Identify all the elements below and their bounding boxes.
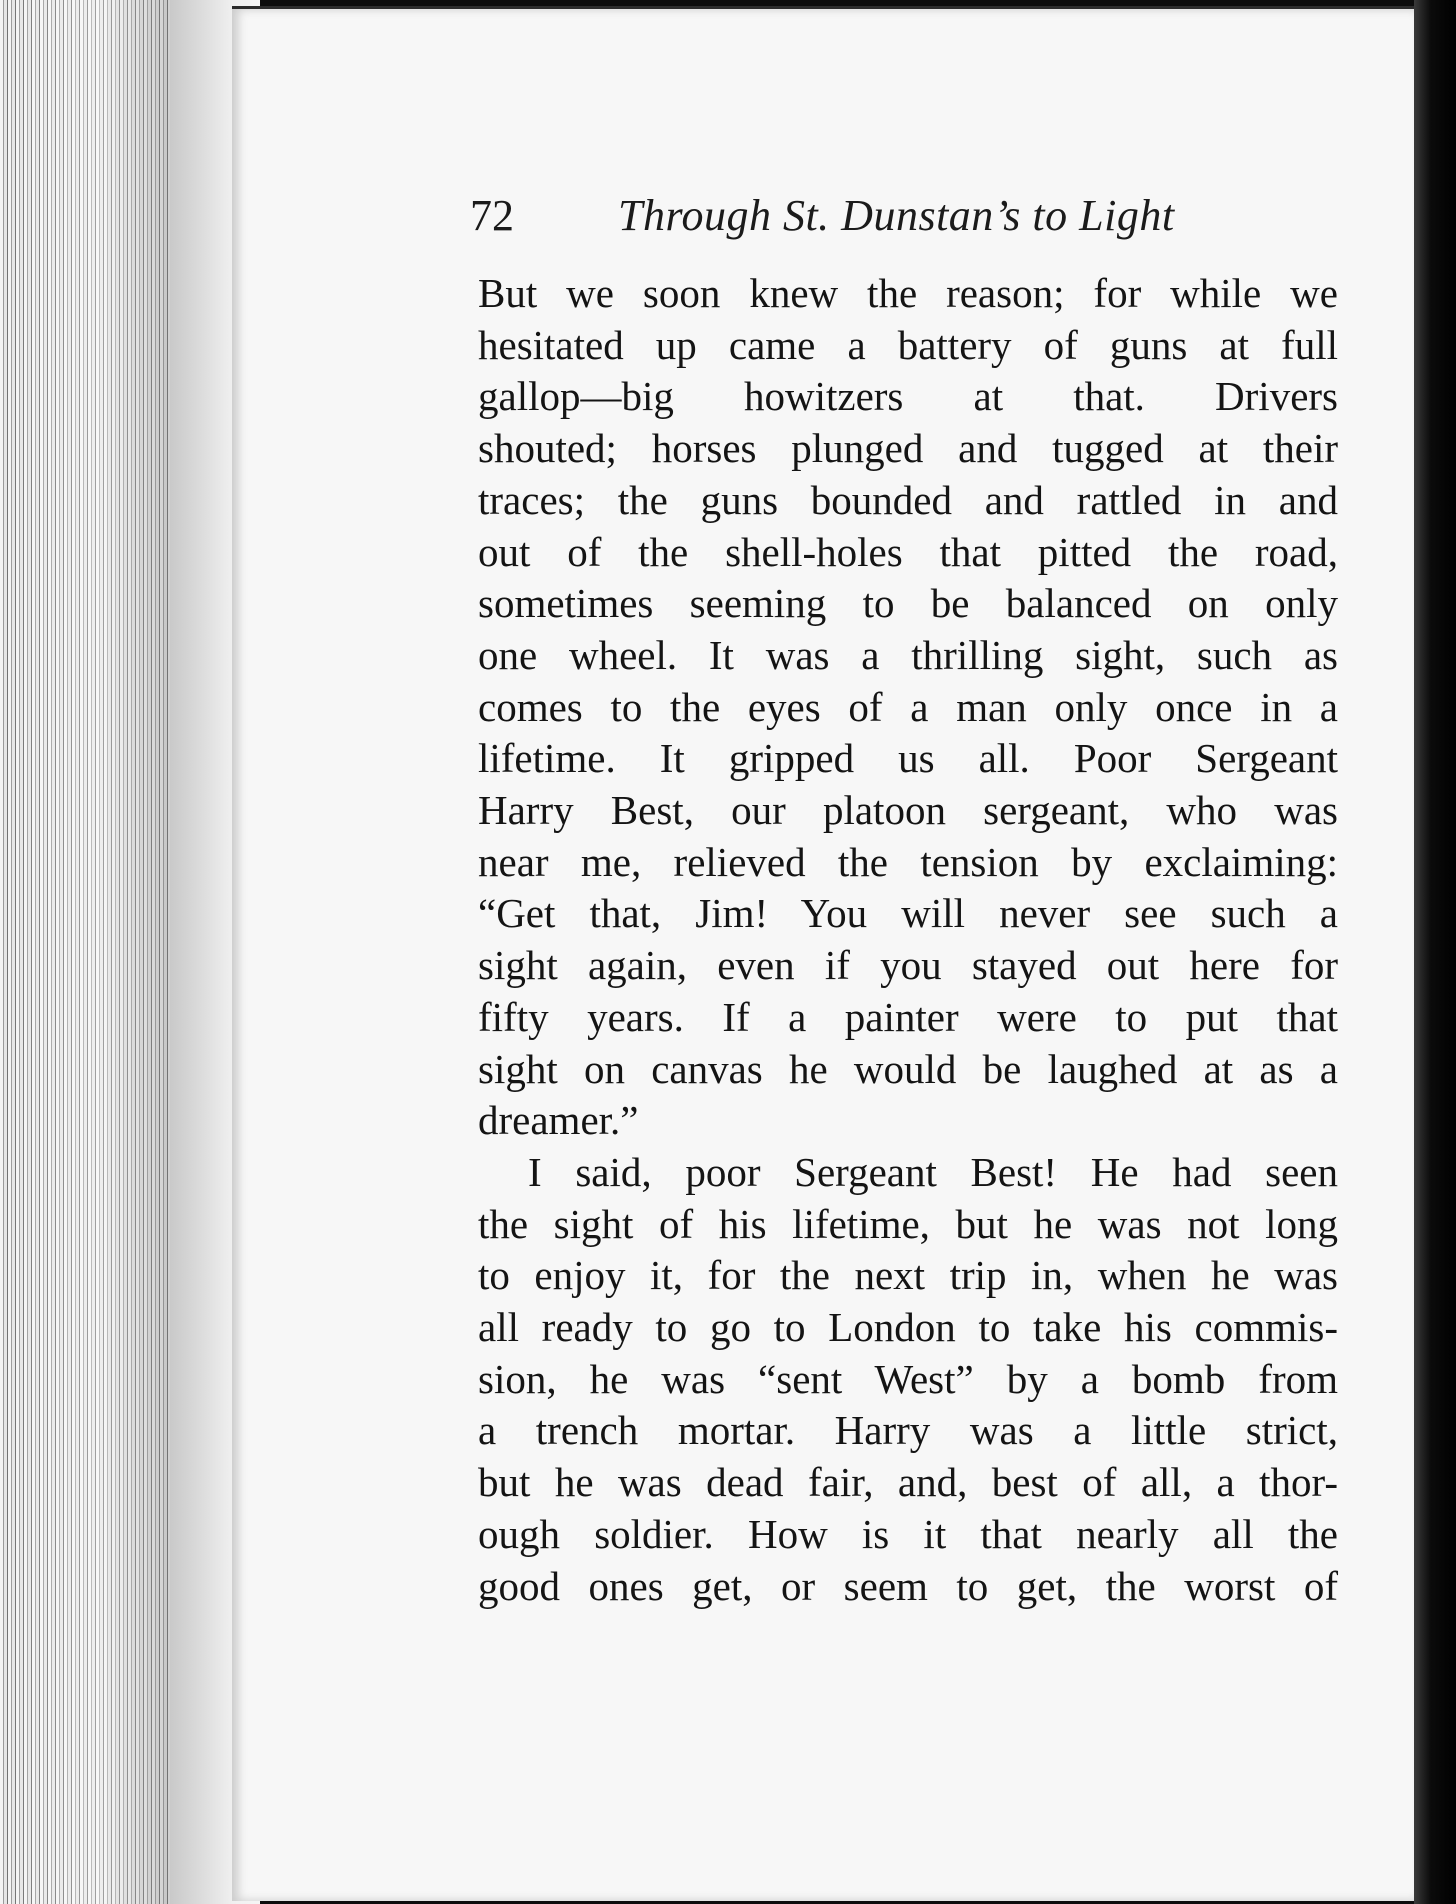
text-line: lifetime. It gripped us all. Poor Sergeant xyxy=(478,735,1338,782)
text-line: gallop—big howitzers at that. Drivers xyxy=(478,373,1338,420)
text-line: but he was dead fair, and, best of all, a thor- xyxy=(478,1459,1338,1506)
text-line: to enjoy it, for the next trip in, when he was xyxy=(478,1252,1338,1299)
text-line: Harry Best, our platoon sergeant, who was xyxy=(478,787,1338,834)
text-line: the sight of his lifetime, but he was not long xyxy=(478,1200,1338,1247)
paragraph-2 xyxy=(478,1147,1338,1612)
body-text xyxy=(478,268,1338,1612)
page-number: 72 xyxy=(470,191,514,240)
text-line: all ready to go to London to take his commis- xyxy=(478,1304,1338,1351)
running-head: Through St. Dunstan’s to Light xyxy=(618,191,1175,240)
text-line: sometimes seeming to be balanced on only xyxy=(478,580,1338,627)
text-line: a trench mortar. Harry was a little strict, xyxy=(478,1407,1338,1454)
text-line: good ones get, or seem to get, the worst of xyxy=(478,1562,1338,1609)
text-line: sion, he was “sent West” by a bomb from xyxy=(478,1355,1338,1402)
text-line: comes to the eyes of a man only once in a xyxy=(478,683,1338,730)
text-line: sight on canvas he would be laughed at as a xyxy=(478,1045,1338,1092)
text-line: near me, relieved the tension by exclaiming: xyxy=(478,838,1338,885)
text-line: hesitated up came a battery of guns at full xyxy=(478,321,1338,368)
paragraph-1 xyxy=(478,268,1338,1147)
text-line: shouted; horses plunged and tugged at their xyxy=(478,425,1338,472)
page-header xyxy=(470,190,1190,250)
text-line: traces; the guns bounded and rattled in and xyxy=(478,476,1338,523)
text-line: out of the shell-holes that pitted the road, xyxy=(478,528,1338,575)
text-line: sight again, even if you stayed out here for xyxy=(478,942,1338,989)
text-line: But we soon knew the reason; for while we xyxy=(478,270,1338,316)
text-line: fifty years. If a painter were to put that xyxy=(478,993,1338,1040)
text-line: I said, poor Sergeant Best! He had seen xyxy=(528,1148,1338,1195)
text-line: ough soldier. How is it that nearly all the xyxy=(478,1510,1338,1557)
text-line: dreamer.” xyxy=(478,1097,639,1144)
text-line: one wheel. It was a thrilling sight, such as xyxy=(478,631,1338,678)
scan-right-edge xyxy=(1414,0,1456,1904)
text-line: “Get that, Jim! You will never see such a xyxy=(478,890,1338,937)
